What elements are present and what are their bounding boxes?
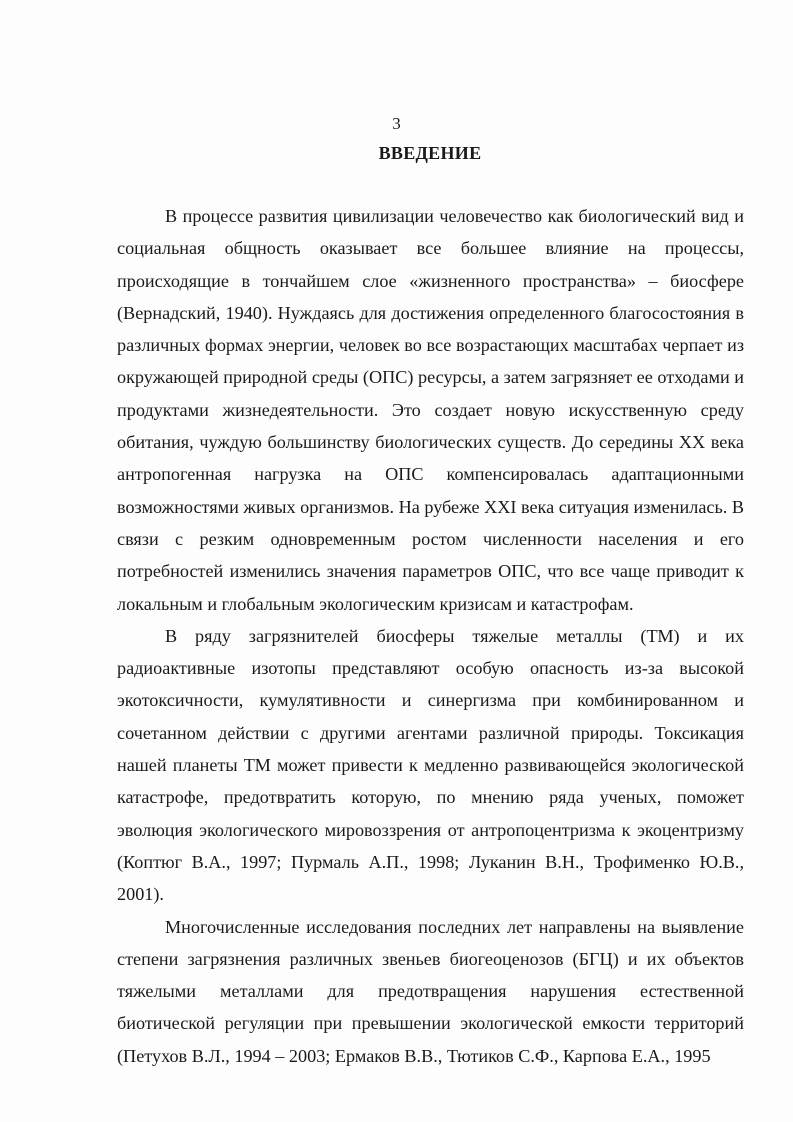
paragraph-3: Многочисленные исследования последних лет направлены на выявление степени загрязнения различных звеньев биогеоценозов (БГЦ) и их объектов тяжелыми металлами для предотвращения нарушения естественной биотической регуляции при превышении экологической емкости территорий (Петухов В.Л., 1994 – 2003; Ермаков В.В., Тютиков С.Ф., Карпова Е.А., 1995: [117, 916, 744, 1066]
page-number: 3: [392, 114, 401, 133]
paragraph-2: В ряду загрязнителей биосферы тяжелые металлы (ТМ) и их радиоактивные изотопы представляют особую опасность из-за высокой экотоксичности, кумулятивности и синергизма при комбинированном и сочетанном действии с другими агентами различной природы. Токсикация нашей планеты ТМ может привести к медленно развивающейся экологической катастрофе, предотвратить которую, по мнению ряда ученых, поможет эволюция экологического мировоззрения от антропоцентризма к экоцентризму (Коптюг В.А., 1997; Пурмаль А.П., 1998; Луканин В.Н., Трофименко Ю.В., 2001).: [117, 625, 744, 905]
section-title: ВВЕДЕНИЕ: [378, 143, 482, 163]
paragraph-1: В процессе развития цивилизации человечество как биологический вид и социальная общность оказывает все большее влияние на процессы, происходящие в тончайшем слое «жизненного пространства» – биосфере (Вернадский, 1940). Нуждаясь для достижения определенного благосостояния в различных формах энергии, человек во все возрастающих масштабах черпает из окружающей природной среды (ОПС) ресурсы, а затем загрязняет ее отходами и продуктами жизнедеятельности. Это создает новую искусственную среду обитания, чуждую большинству биологических существ. До середины XX века антропогенная нагрузка на ОПС компенсировалась адаптационными возможностями живых организмов. На рубеже XXI века ситуация изменилась. В связи с резким одновременным ростом численности населения и его потребностей изменились значения параметров ОПС, что все чаще приводит к локальным и глобальным экологическим кризисам и катастрофам.: [117, 206, 744, 614]
body-text: [117, 200, 744, 1072]
